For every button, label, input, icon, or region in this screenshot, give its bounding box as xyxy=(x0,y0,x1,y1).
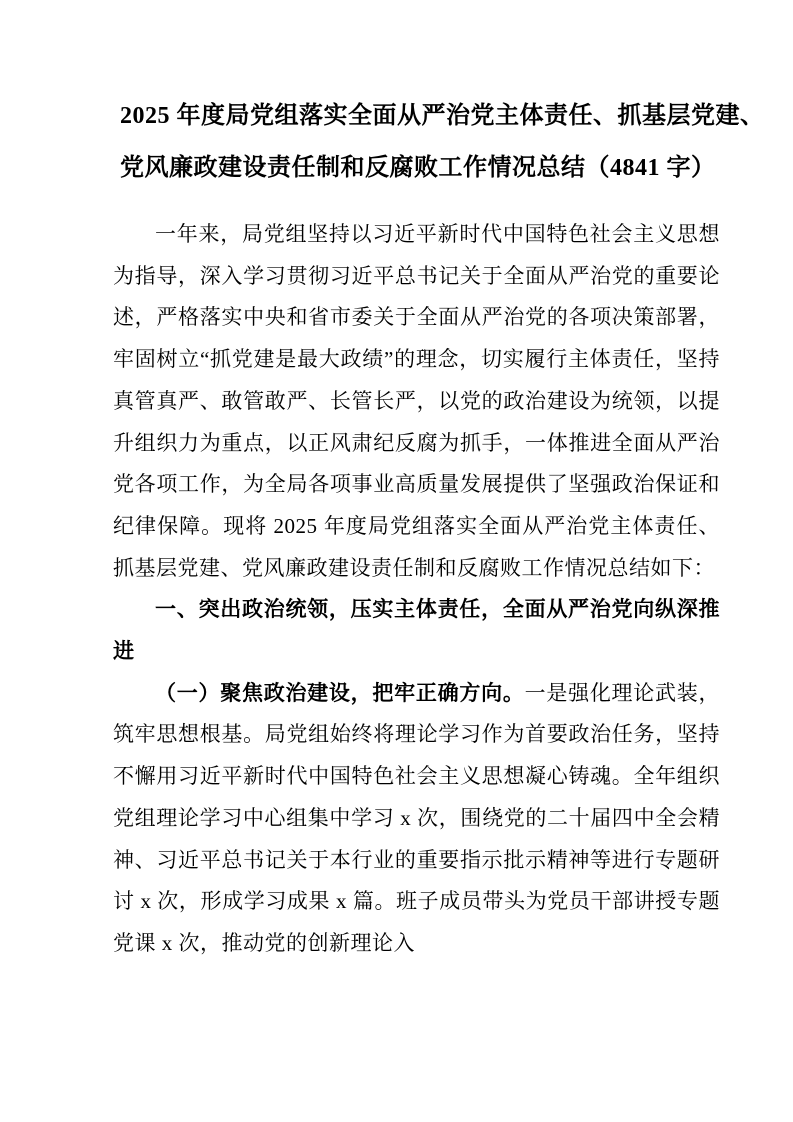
document-title xyxy=(113,90,765,194)
subsection-1-lead-sentence: （一）聚焦政治建设，把牢正确方向。 xyxy=(155,680,525,705)
subsection-1-body-text: 一是强化理论武装，筑牢思想根基。局党组始终将理论学习作为首要政治任务，坚持不懈用习近平新时代中国特色社会主义思想凝心铸魂。全年组织党组理论学习中心组集中学习 x 次，围绕党的二十届四中全会精神、习近平总书记关于本行业的重要指示批示精神等进行专题研讨 x 次，形成学习成果 x 篇。班子成员带头为党员干部讲授专题党课 x 次，推动党的创新理论入 xyxy=(113,680,721,955)
document-title-line-1: 2025 年度局党组落实全面从严治党主体责任、抓基层党建、 xyxy=(120,103,765,129)
document-title-line-2: 党风廉政建设责任制和反腐败工作情况总结（4841 字） xyxy=(120,155,716,181)
section-1-subsection-1-paragraph xyxy=(113,673,720,965)
section-1-heading: 一、突出政治统领，压实主体责任，全面从严治党向纵深推进 xyxy=(113,597,720,664)
intro-paragraph: 一年来，局党组坚持以习近平新时代中国特色社会主义思想为指导，深入学习贯彻习近平总书记关于全面从严治党的重要论述，严格落实中央和省市委关于全面从严治党的各项决策部署，牢固树立“抓党建是最大政绩”的理念，切实履行主体责任，坚持真管真严、敢管敢严、长管长严，以党的政治建设为统领，以提升组织力为重点，以正风肃纪反腐为抓手，一体推进全面从严治党各项工作，为全局各项事业高质量发展提供了坚强政治保证和纪律保障。现将 2025 年度局党组落实全面从严治党主体责任、抓基层党建、党风廉政建设责任制和反腐败工作情况总结如下： xyxy=(113,222,720,580)
